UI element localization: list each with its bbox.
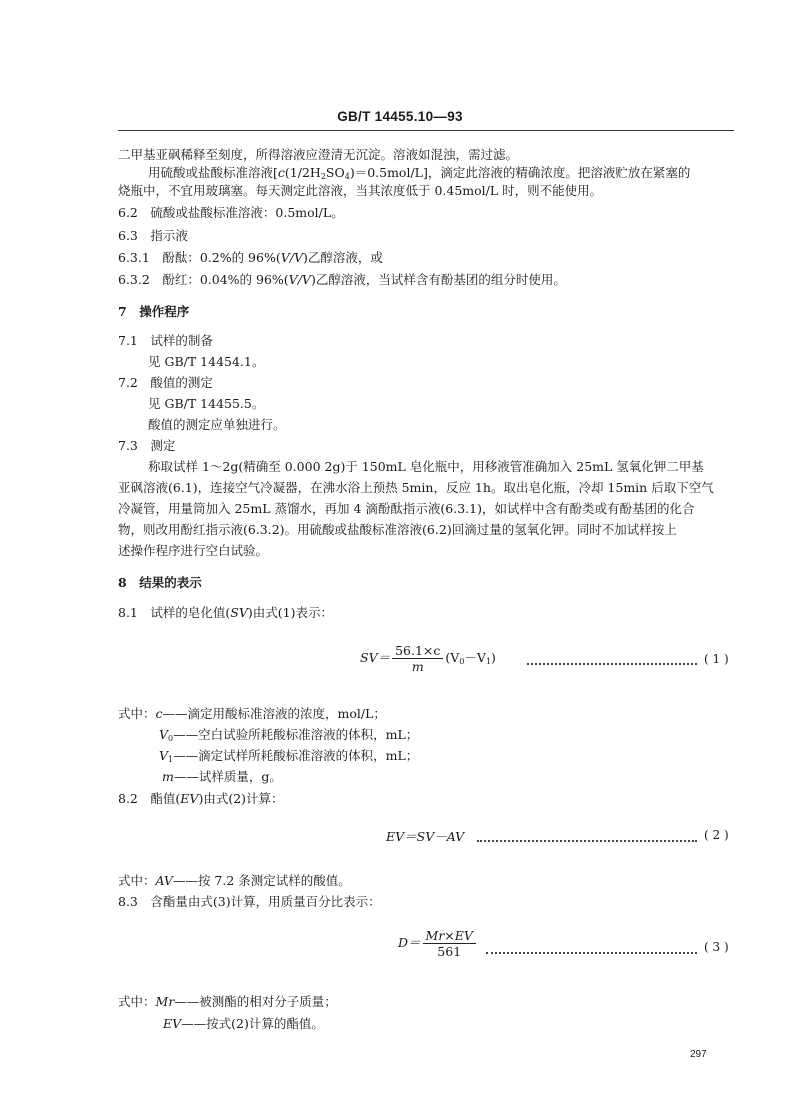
- clause-7-3-line-2: 亚砜溶液(6.1)，连接空气冷凝器，在沸水浴上预热 5min，反应 1h。取出皂化瓶，冷却 15min 后取下空气: [118, 480, 714, 495]
- clause-8-2: 8.2 酯值(EV)由式(2)计算：: [118, 791, 284, 806]
- equation-3: D＝ $\frac{Mr\times EV}{561}$: [398, 928, 478, 959]
- clause-7-2-body-1: 见 GB/T 14455.5。: [148, 396, 265, 411]
- equation-2-leader: [477, 840, 697, 842]
- paragraph-continuation: 二甲基亚砜稀释至刻度，所得溶液应澄清无沉淀。溶液如混浊，需过滤。: [118, 147, 519, 162]
- where-c: 式中：c——滴定用酸标准溶液的浓度，mol/L；: [118, 706, 386, 721]
- clause-6-2: 6.2 硫酸或盐酸标准溶液：0.5mol/L。: [118, 205, 344, 220]
- clause-8-3: 8.3 含酯量由式(3)计算，用质量百分比表示：: [118, 894, 381, 909]
- clause-7-2: 7.2 酸值的测定: [118, 375, 213, 390]
- clause-7-3-line-5: 述操作程序进行空白试验。: [118, 543, 269, 558]
- clause-7-1-body: 见 GB/T 14454.1。: [148, 354, 265, 369]
- equation-3-leader: [486, 952, 697, 954]
- paragraph-standard-line-2: 烧瓶中，不宜用玻璃塞。每天测定此溶液，当其浓度低于 0.45mol/L 时，则不能使用。: [118, 183, 603, 198]
- equation-3-number: ( 3 ): [704, 940, 729, 954]
- clause-8-1: 8.1 试样的皂化值(SV)由式(1)表示：: [118, 605, 333, 620]
- equation-1-number: ( 1 ): [704, 652, 729, 666]
- where-v1: V1——滴定试样所耗酸标准溶液的体积，mL；: [159, 748, 419, 764]
- clause-7-3: 7.3 测定: [118, 438, 176, 453]
- equation-1-leader: [527, 663, 697, 665]
- where-ev: EV——按式(2)计算的酯值。: [163, 1016, 324, 1031]
- clause-6-3-1: 6.3.1 酚酞：0.2%的 96%(V/V)乙醇溶液，或: [118, 250, 383, 265]
- standard-header: GB/T 14455.10—93: [337, 109, 463, 124]
- clause-6-3: 6.3 指示液: [118, 228, 188, 243]
- clause-7-3-line-4: 物，则改用酚红指示液(6.3.2)。用硫酸或盐酸标准溶液(6.2)回滴过量的氢氧化钾。同时不加试样按上: [118, 522, 677, 537]
- equation-2-number: ( 2 ): [704, 828, 729, 842]
- equation-2: EV＝SV－AV: [386, 829, 465, 844]
- section-8-heading: 8 结果的表示: [118, 575, 202, 590]
- equation-1: SV＝ $\frac{56.1\times c}{m}$ (V0－V1): [360, 643, 496, 674]
- where-m: m——试样质量，g。: [162, 769, 282, 784]
- where-av: 式中：AV——按 7.2 条测定试样的酸值。: [118, 873, 351, 888]
- where-v0: V0——空白试验所耗酸标准溶液的体积，mL；: [159, 727, 419, 743]
- section-7-heading: 7 操作程序: [118, 304, 190, 319]
- clause-6-3-2: 6.3.2 酚红：0.04%的 96%(V/V)乙醇溶液，当试样含有酚基团的组分时使用。: [118, 272, 566, 287]
- where-mr: 式中：Mr——被测酯的相对分子质量；: [118, 994, 337, 1009]
- clause-7-3-line-3: 冷凝管，用量筒加入 25mL 蒸馏水，再加 4 滴酚酞指示液(6.3.1)，如试样中含有酚类或有酚基团的化合: [118, 501, 695, 516]
- header-rule: [118, 130, 734, 131]
- paragraph-standard-line-1: 用硫酸或盐酸标准溶液[c(1/2H2SO4)＝0.5mol/L]，滴定此溶液的精确浓度。把溶液贮放在紧塞的: [148, 165, 691, 181]
- page-number: 297: [690, 1049, 707, 1060]
- clause-7-3-line-1: 称取试样 1～2g(精确至 0.000 2g)于 150mL 皂化瓶中，用移液管准确加入 25mL 氢氧化钾二甲基: [148, 459, 704, 474]
- clause-7-2-body-2: 酸值的测定应单独进行。: [148, 417, 286, 432]
- clause-7-1: 7.1 试样的制备: [118, 333, 213, 348]
